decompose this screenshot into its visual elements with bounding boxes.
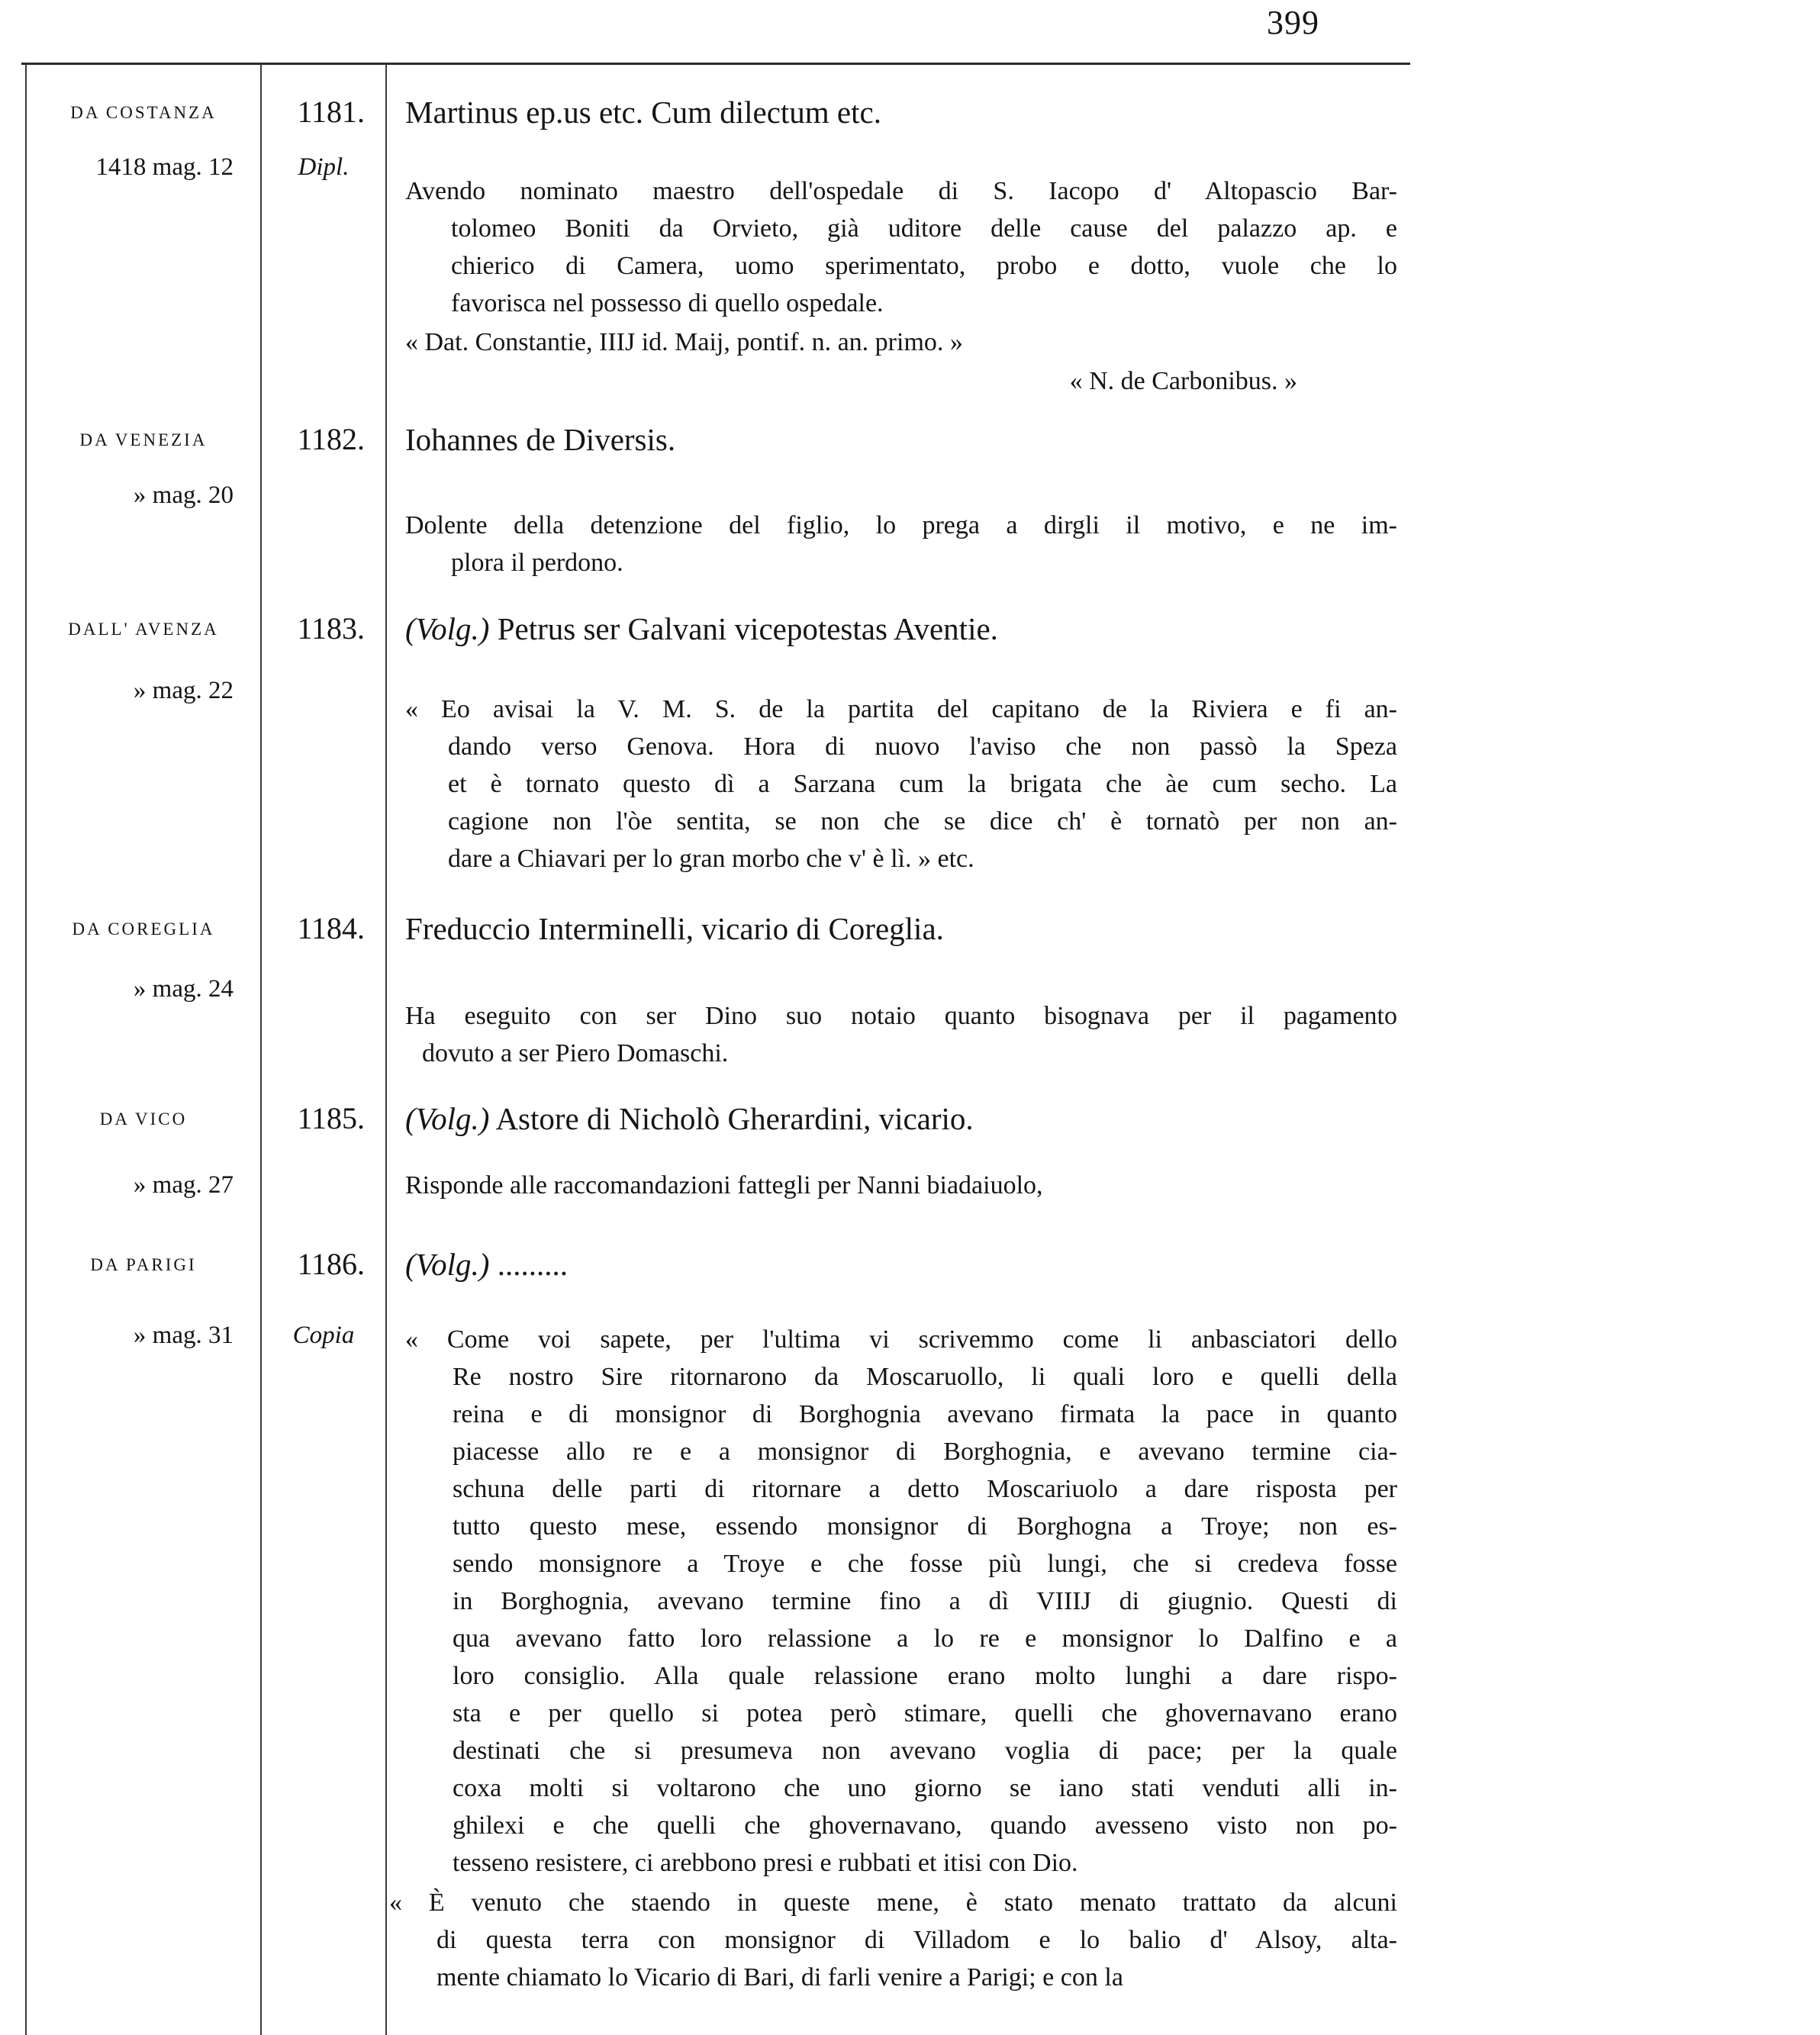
entry-paragraph <box>405 1167 1397 1204</box>
text-line: « Come voi sapete, per l'ultima vi scrivemmo come li anbasciatori dello <box>405 1325 1397 1354</box>
text-line: dando verso Genova. Hora di nuovo l'aviso che non passò la Speza <box>448 733 1397 761</box>
text-line: favorisca nel possesso di quello ospedale. <box>451 289 884 317</box>
entry-paragraph <box>405 997 1397 1072</box>
text-line: « È venuto che staendo in queste mene, è stato menato trattato da alcuni <box>389 1888 1397 1917</box>
text-line: Re nostro Sire ritornarono da Moscaruollo, li quali loro e quelli della <box>453 1363 1397 1391</box>
text-line: qua avevano fatto loro relassione a lo re e monsignor lo Dalfino e a <box>453 1624 1397 1653</box>
text-line: sta e per quello si potea però stimare, quelli che ghovernavano erano <box>453 1699 1397 1727</box>
text-line: tutto questo mese, essendo monsignor di Borghogna a Troye; non es- <box>453 1512 1397 1541</box>
text-line: plora il perdono. <box>451 549 623 577</box>
text-line: chierico di Camera, uomo sperimentato, probo e dotto, vuole che lo <box>451 252 1397 280</box>
text-line: dare a Chiavari per lo gran morbo che v' è lì. » etc. <box>448 845 974 873</box>
entry-heading <box>405 1245 568 1283</box>
text-line: tesseno resistere, ci arebbono presi e rubbati et itisi con Dio. <box>453 1849 1078 1877</box>
entry-place: DA VENEZIA <box>79 430 208 449</box>
entry-date: » mag. 27 <box>133 1171 234 1199</box>
heading-text: Freduccio Interminelli, vicario di Coreglia. <box>405 911 944 946</box>
entry-paragraph <box>405 691 1397 877</box>
entry-paragraph <box>405 324 1397 361</box>
entry-paragraph <box>405 172 1397 322</box>
entry-place: DALL' AVENZA <box>68 620 219 639</box>
text-line: loro consiglio. Alla quale relassione erano molto lunghi a dare rispo- <box>453 1662 1397 1690</box>
entry-place: DA PARIGI <box>90 1255 197 1274</box>
entry-heading <box>405 910 944 948</box>
entry-date: » mag. 31 <box>133 1322 234 1349</box>
entry-number: 1183. <box>297 611 365 646</box>
entry-date: » mag. 20 <box>133 481 234 509</box>
text-line: destinati che si presumeva non avevano voglia di pace; per la quale <box>453 1737 1397 1765</box>
page-number: 399 <box>1267 4 1319 41</box>
entry-number: 1185. <box>297 1101 365 1135</box>
heading-text: Petrus ser Galvani vicepotestas Aventie. <box>497 611 998 646</box>
entry-place: DA VICO <box>99 1109 188 1129</box>
entry-heading <box>405 610 998 648</box>
left-border <box>25 64 27 2035</box>
entry-number: 1181. <box>297 95 365 129</box>
heading-prefix: (Volg.) <box>405 611 490 646</box>
heading-text: Iohannes de Diversis. <box>405 422 676 457</box>
text-line: piacesse allo re e a monsignor di Borghognia, e avevano termine cia- <box>453 1438 1397 1466</box>
heading-text: Astore di Nicholò Gherardini, vicario. <box>495 1101 974 1136</box>
text-line: tolomeo Boniti da Orvieto, già uditore delle cause del palazzo ap. e <box>451 214 1397 243</box>
entry-heading <box>405 93 881 131</box>
heading-prefix: (Volg.) <box>405 1247 490 1282</box>
heading-text: Martinus ep.us etc. Cum dilectum etc. <box>405 95 881 130</box>
heading-text: ......... <box>497 1247 568 1282</box>
entry-place: DA COREGLIA <box>72 919 215 939</box>
text-line: Ha eseguito con ser Dino suo notaio quanto bisognava per il pagamento <box>405 1002 1397 1030</box>
text-line: et è tornato questo dì a Sarzana cum la brigata che àe cum secho. La <box>448 770 1397 798</box>
entry-number: 1184. <box>297 911 365 945</box>
entry-heading <box>405 420 675 459</box>
column-divider-number <box>385 64 387 2035</box>
entry-number: 1182. <box>297 422 365 456</box>
entry-number: 1186. <box>297 1247 365 1281</box>
entry-paragraph <box>405 1321 1397 1882</box>
entry-source: Dipl. <box>298 153 350 181</box>
entry-date: 1418 mag. 12 <box>95 153 234 181</box>
text-line: « Dat. Constantie, IIIJ id. Maij, pontif. n. an. primo. » <box>405 328 963 356</box>
text-line: sendo monsignore a Troye e che fosse più lungi, che si credeva fosse <box>453 1550 1397 1578</box>
entry-source: Copia <box>292 1322 355 1349</box>
top-rule <box>21 63 1410 65</box>
text-line: di questa terra con monsignor di Villadom e lo balio d' Alsoy, alta- <box>436 1926 1397 1954</box>
text-line: schuna delle parti di ritornare a detto Moscariuolo a dare risposta per <box>453 1475 1397 1503</box>
text-line: cagione non l'òe sentita, se non che se dice ch' è tornatò per non an- <box>448 807 1397 836</box>
text-line: in Borghognia, avevano termine fino a dì VIIIJ di giugnio. Questi di <box>453 1587 1397 1615</box>
text-line: ghilexi e che quelli che ghovernavano, quando avesseno visto non po- <box>453 1811 1397 1840</box>
entry-signature: « N. de Carbonibus. » <box>1069 367 1297 395</box>
entry-place: DA COSTANZA <box>70 103 217 122</box>
text-line: Dolente della detenzione del figlio, lo prega a dirgli il motivo, e ne im- <box>405 511 1397 539</box>
column-divider-date <box>260 64 262 2035</box>
text-line: coxa molti si voltarono che uno giorno se iano stati venduti alli in- <box>453 1774 1397 1802</box>
entry-date: » mag. 24 <box>133 975 234 1003</box>
text-line: reina e di monsignor di Borghognia avevano firmata la pace in quanto <box>453 1400 1397 1428</box>
entry-heading <box>405 1100 974 1138</box>
entry-paragraph <box>389 1884 1397 1996</box>
text-line: mente chiamato lo Vicario di Bari, di farli venire a Parigi; e con la <box>436 1963 1123 1992</box>
text-line: Avendo nominato maestro dell'ospedale di S. Iacopo d' Altopascio Bar- <box>405 177 1397 205</box>
entry-date: » mag. 22 <box>133 677 234 704</box>
text-line: « Eo avisai la V. M. S. de la partita del capitano de la Riviera e fi an- <box>405 695 1397 723</box>
text-line: Risponde alle raccomandazioni fattegli per Nanni biadaiuolo, <box>405 1171 1043 1199</box>
heading-prefix: (Volg.) <box>405 1101 490 1136</box>
entry-paragraph <box>405 507 1397 581</box>
text-line: dovuto a ser Piero Domaschi. <box>422 1039 729 1067</box>
